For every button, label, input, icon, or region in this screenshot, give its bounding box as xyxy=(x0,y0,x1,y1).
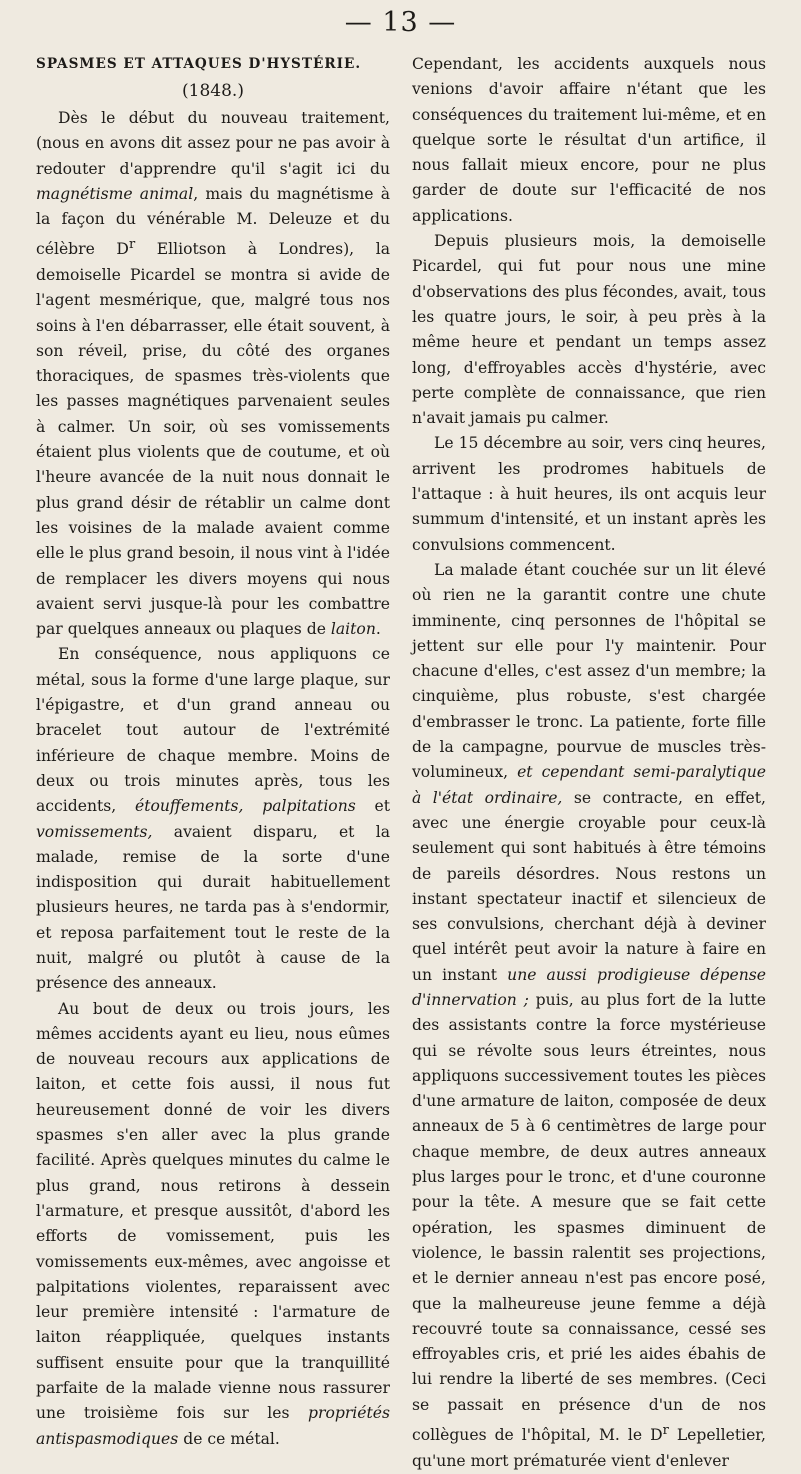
italic-term: une aussi prodigieuse dépense d'innervation ; xyxy=(412,965,766,1009)
text-run: Dès le début du nouveau traitement, (nous en avons dit assez pour ne pas avoir à redouter d'apprendre qu'il s'agit ici du xyxy=(36,109,390,178)
text-run: puis, au plus fort de la lutte des assistants contre la force mystérieuse qui se révolte sous leurs étreintes, nous appliquons successivement toutes les pièces d'une armature de laiton, composée de deux anneaux de 5 à 6 centimètres de large pour chaque membre, de deux autres anneaux plus larges pour le tronc, et d'une couronne pour la tête. A mesure que se fait cette opération, les spasmes diminuent de violence, le bassin ralentit ses projections, et le dernier anneau n'est pas encore posé, que la malheureuse jeune femme a déjà recouvré toute sa connaissance, cessé ses effroyables cris, et prié les aides ébahis de lui rendre la liberté de ses membres. (Ceci se passait en présence d'un de nos collègues de l'hôpital, M. le D xyxy=(412,990,766,1445)
paragraph: Depuis plusieurs mois, la demoiselle Picardel, qui fut pour nous une mine d'observations des plus fécondes, avait, tous les quatre jours, le soir, à peu près à la même heure et pendant un temps assez long, d'effroyables accès d'hystérie, avec perte complète de connaissance, que rien n'avait jamais pu calmer. xyxy=(412,232,766,428)
paragraph xyxy=(36,997,390,1452)
paragraph: Le 15 décembre au soir, vers cinq heures, arrivent les prodromes habituels de l'attaque : à huit heures, ils ont acquis leur summum d'intensité, et un instant après les convulsions commencent. xyxy=(412,434,766,554)
section-title: SPASMES ET ATTAQUES D'HYSTÉRIE. xyxy=(36,56,362,72)
italic-term: magnétisme animal xyxy=(36,184,194,203)
text-run: En conséquence, nous appliquons ce métal, sous la forme d'une large plaque, sur l'épigastre, et d'un grand anneau ou bracelet tout autour de l'extrémité inférieure de chaque membre. Moins de deux ou trois minutes après, tous les accidents, xyxy=(36,645,390,816)
right-column xyxy=(412,52,766,1474)
text-run: de ce métal. xyxy=(178,1429,280,1448)
text-run: et xyxy=(355,797,391,816)
text-run: La malade étant couchée sur un lit élevé où rien ne la garantit contre une chute imminente, cinq personnes de l'hôpital se jettent sur elle pour l'y maintenir. Pour chacune d'elles, c'est assez d'un membre; la cinquième, plus robuste, s'est chargée d'embrasser le tronc. La patiente, forte fille de la campagne, pourvue de muscles très-volumineux, xyxy=(412,560,766,782)
superscript: r xyxy=(128,237,136,253)
paragraph: Cependant, les accidents auxquels nous venions d'avoir affaire n'étant que les conséquences du traitement lui-même, et en quelque sorte le résultat d'un artifice, il nous fallait mieux encore, pour ne plus garder de doute sur l'efficacité de nos applications. xyxy=(412,55,766,225)
superscript: r xyxy=(662,1423,669,1439)
italic-term: et cependant semi-paralytique à l'état ordinaire, xyxy=(412,763,766,807)
text-run: . xyxy=(375,620,381,639)
italic-term: propriétés antispasmodiques xyxy=(36,1404,390,1448)
paragraph xyxy=(36,106,390,642)
text-run: avaient disparu, et la malade, remise de la sorte d'une indisposition qui durait habituellement plusieurs heures, ne tarda pas à s'endormir, et reposa parfaitement tout le reste de la nuit, malgré ou plutôt à cause de la présence des anneaux. xyxy=(36,822,390,993)
text-run: se contracte, en effet, avec une énergie croyable pour ceux-là seulement qui sont habitués à être témoins de pareils désordres. Nous restons un instant spectateur inactif et silencieux de ses convulsions, cherchant déjà à deviner quel intérêt peut avoir la nature à faire en un instant xyxy=(412,788,766,984)
text-run: Elliotson à Londres), la demoiselle Picardel se montra si avide de l'agent mesmérique, que, malgré tous nos soins à l'en débarrasser, elle était souvent, à son réveil, prise, du côté des organes thoraciques, de spasmes très-violents que les passes magnétiques parvenaient seules à calmer. Un soir, où ses vomissements étaient plus violents que de coutume, et où l'heure avancée de la nuit nous donnait le plus grand désir de rétablir un calme dont les voisines de la malade avaient comme elle le plus grand besoin, il nous vint à l'idée de remplacer les divers moyens qui nous avaient servi jusque-là pour les combattre par quelques anneaux ou plaques de xyxy=(36,240,390,639)
left-column xyxy=(36,52,390,1452)
text-run: , mais du magnétisme à la façon du vénérable M. Deleuze et du célèbre D xyxy=(36,184,390,259)
text-run: Au bout de deux ou trois jours, les mêmes accidents ayant eu lieu, nous eûmes de nouveau recours aux applications de laiton, et cette fois aussi, il nous fut heureusement donné de voir les divers spasmes s'en aller avec la plus grande facilité. Après quelques minutes du calme le plus grand, nous retirons à dessein l'armature, et presque aussitôt, d'abord les efforts de vomissement, puis les vomissements eux-mêmes, avec angoisse et palpitations violentes, reparaissent avec leur première intensité : l'armature de laiton réappliquée, quelques instants suffisent ensuite pour que la tranquillité parfaite de la malade vienne nous rassurer une troisième fois sur les xyxy=(36,999,390,1423)
text-run: Lepelletier, qu'une mort prématurée vient d'enlever xyxy=(412,1426,767,1470)
paragraph xyxy=(412,558,766,1474)
italic-term: laiton xyxy=(330,620,376,639)
page-number: — 13 — xyxy=(344,7,457,38)
italic-term: vomissements, xyxy=(36,822,153,841)
section-date: (1848.) xyxy=(182,81,244,101)
paragraph xyxy=(36,642,390,996)
italic-term: étouffements, palpitations xyxy=(135,797,356,816)
